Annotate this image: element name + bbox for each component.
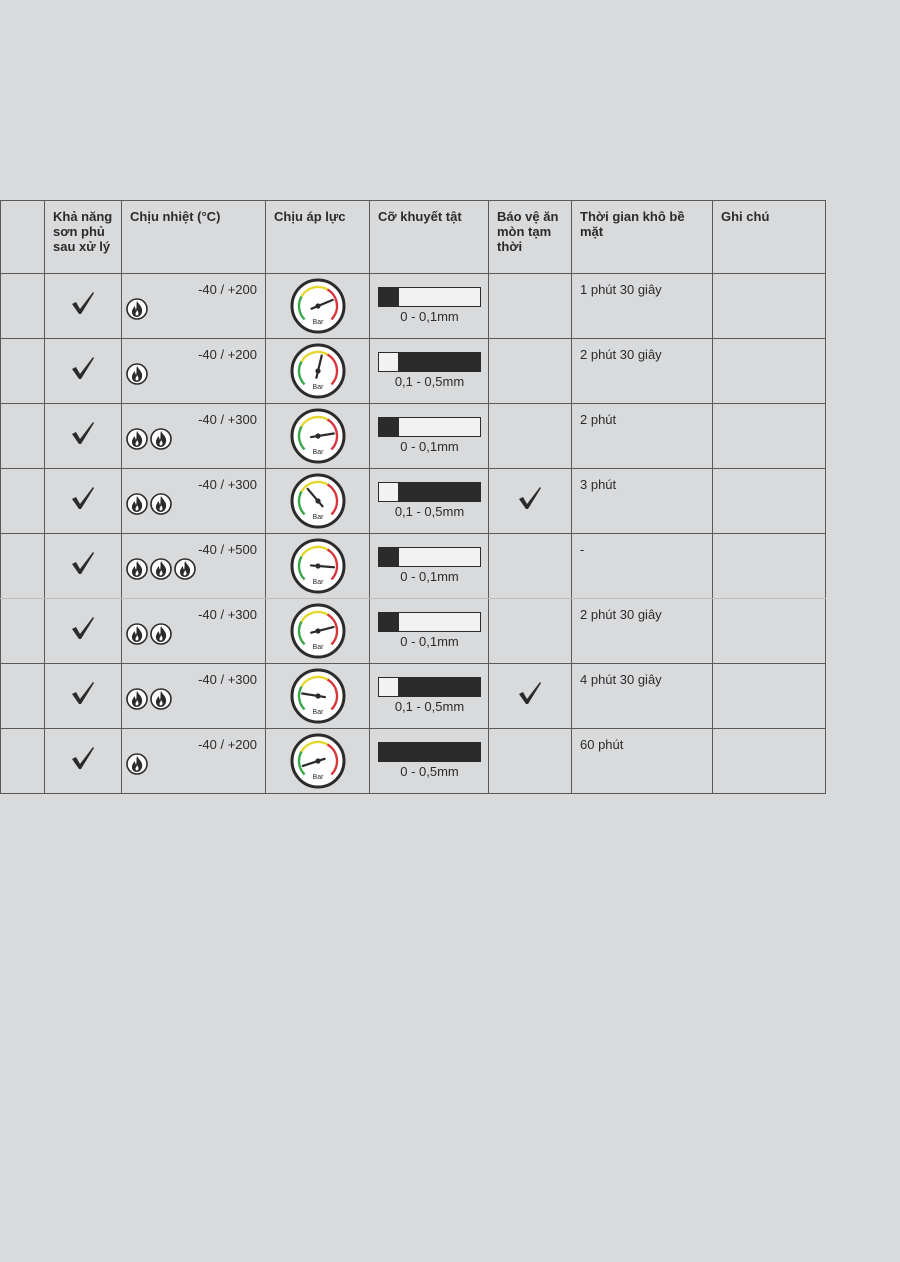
corrosion-cell — [489, 469, 572, 534]
corrosion-cell — [489, 534, 572, 599]
flame-icon — [126, 623, 148, 645]
heat-content — [122, 599, 265, 663]
defect-cell — [370, 729, 489, 794]
heat-cell — [122, 729, 266, 794]
dry-time-cell — [572, 404, 713, 469]
pressure-gauge-icon — [290, 603, 346, 659]
table-row — [1, 339, 826, 404]
header-paintable: Khả năng sơn phủ sau xử lý — [45, 201, 122, 274]
gauge-unit-label: Bar — [312, 449, 323, 456]
dry-time-cell — [572, 729, 713, 794]
paintable-check — [45, 469, 121, 511]
defect-size-fill — [379, 418, 399, 436]
table-row — [1, 534, 826, 599]
checkmark-icon — [70, 290, 96, 316]
checkmark-icon — [70, 485, 96, 511]
defect-content — [370, 404, 488, 454]
dry-time-cell — [572, 534, 713, 599]
temperature-range: -40 / +200 — [198, 737, 257, 752]
temperature-range: -40 / +300 — [198, 607, 257, 622]
pressure-cell — [266, 339, 370, 404]
row-index-cell — [1, 404, 45, 469]
gauge-wrap — [266, 599, 369, 659]
gauge-wrap — [266, 339, 369, 399]
paintable-check — [45, 534, 121, 576]
heat-cell — [122, 274, 266, 339]
temperature-range: -40 / +200 — [198, 282, 257, 297]
corrosion-check — [489, 274, 571, 290]
gauge-wrap — [266, 729, 369, 789]
corrosion-check — [489, 469, 571, 511]
corrosion-check — [489, 339, 571, 355]
header-heat: Chịu nhiệt (°C) — [122, 201, 266, 274]
pressure-gauge-icon — [290, 343, 346, 399]
defect-content — [370, 339, 488, 389]
defect-size-bar — [378, 612, 481, 632]
corrosion-check — [489, 664, 571, 706]
pressure-gauge-icon — [290, 408, 346, 464]
heat-cell — [122, 664, 266, 729]
notes-cell — [713, 729, 826, 794]
gauge-unit-label: Bar — [312, 774, 323, 781]
flame-icon — [126, 493, 148, 515]
corrosion-cell — [489, 274, 572, 339]
defect-size-bar — [378, 547, 481, 567]
checkmark-icon — [70, 420, 96, 446]
pressure-gauge-icon — [290, 733, 346, 789]
checkmark-icon — [517, 485, 543, 511]
header-pressure: Chịu áp lực — [266, 201, 370, 274]
paintable-cell — [45, 469, 122, 534]
defect-cell — [370, 404, 489, 469]
defect-size-fill — [398, 678, 480, 696]
defect-cell — [370, 469, 489, 534]
defect-content — [370, 274, 488, 324]
defect-size-label: 0 - 0,1mm — [400, 309, 459, 324]
table-row — [1, 274, 826, 339]
dry-time-value: 4 phút 30 giây — [580, 672, 662, 687]
notes-cell — [713, 664, 826, 729]
paintable-check — [45, 339, 121, 381]
temperature-range: -40 / +300 — [198, 477, 257, 492]
defect-content — [370, 729, 488, 779]
notes-cell — [713, 534, 826, 599]
flame-group — [126, 753, 148, 775]
corrosion-cell — [489, 599, 572, 664]
row-index-cell — [1, 664, 45, 729]
gauge-wrap — [266, 404, 369, 464]
notes-cell — [713, 274, 826, 339]
table-row — [1, 469, 826, 534]
paintable-cell — [45, 664, 122, 729]
pressure-gauge-icon — [290, 538, 346, 594]
defect-size-label: 0,1 - 0,5mm — [394, 374, 465, 389]
row-index-cell — [1, 729, 45, 794]
corrosion-check — [489, 404, 571, 420]
defect-content — [370, 469, 488, 519]
paintable-cell — [45, 339, 122, 404]
dry-time-value: 2 phút 30 giây — [580, 347, 662, 362]
corrosion-check — [489, 599, 571, 615]
checkmark-icon — [70, 615, 96, 641]
gauge-unit-label: Bar — [312, 514, 323, 521]
row-index-cell — [1, 339, 45, 404]
heat-cell — [122, 339, 266, 404]
gauge-unit-label: Bar — [312, 644, 323, 651]
dry-time-value: 3 phút — [580, 477, 617, 492]
dry-time-cell — [572, 599, 713, 664]
flame-group — [126, 623, 172, 645]
table-header-row — [1, 201, 826, 274]
header-dry-time: Thời gian khô bề mặt — [572, 201, 713, 274]
heat-content — [122, 339, 265, 403]
flame-group — [126, 298, 148, 320]
defect-size-label: 0 - 0,5mm — [400, 764, 459, 779]
pressure-cell — [266, 664, 370, 729]
flame-group — [126, 363, 148, 385]
heat-content — [122, 664, 265, 728]
paintable-cell — [45, 729, 122, 794]
defect-size-fill — [379, 548, 399, 566]
flame-icon — [150, 558, 172, 580]
checkmark-icon — [70, 680, 96, 706]
paintable-check — [45, 729, 121, 771]
paintable-check — [45, 664, 121, 706]
defect-size-fill — [379, 613, 399, 631]
paintable-check — [45, 599, 121, 641]
pressure-cell — [266, 274, 370, 339]
corrosion-cell — [489, 339, 572, 404]
dry-time-value: 60 phút — [580, 737, 624, 752]
defect-size-bar — [378, 417, 481, 437]
heat-content — [122, 729, 265, 793]
defect-size-label: 0 - 0,1mm — [400, 439, 459, 454]
paintable-cell — [45, 534, 122, 599]
product-spec-table — [0, 200, 826, 794]
corrosion-check — [489, 534, 571, 550]
pressure-cell — [266, 534, 370, 599]
header-corrosion: Báo vệ ăn mòn tạm thời — [489, 201, 572, 274]
header-notes: Ghi chú — [713, 201, 826, 274]
temperature-range: -40 / +300 — [198, 412, 257, 427]
defect-size-label: 0 - 0,1mm — [400, 634, 459, 649]
temperature-range: -40 / +500 — [198, 542, 257, 557]
flame-icon — [174, 558, 196, 580]
dry-time-cell — [572, 274, 713, 339]
heat-cell — [122, 534, 266, 599]
pressure-cell — [266, 599, 370, 664]
defect-cell — [370, 599, 489, 664]
table-row — [1, 599, 826, 664]
flame-icon — [126, 428, 148, 450]
defect-size-label: 0,1 - 0,5mm — [394, 504, 465, 519]
gauge-unit-label: Bar — [312, 709, 323, 716]
corrosion-cell — [489, 664, 572, 729]
defect-size-fill — [398, 483, 480, 501]
pressure-cell — [266, 729, 370, 794]
flame-icon — [150, 623, 172, 645]
heat-cell — [122, 404, 266, 469]
row-index-cell — [1, 469, 45, 534]
row-index-cell — [1, 274, 45, 339]
defect-size-bar — [378, 482, 481, 502]
flame-icon — [150, 493, 172, 515]
gauge-wrap — [266, 664, 369, 724]
dry-time-cell — [572, 664, 713, 729]
flame-group — [126, 428, 172, 450]
notes-cell — [713, 339, 826, 404]
flame-icon — [126, 298, 148, 320]
heat-content — [122, 404, 265, 468]
defect-content — [370, 664, 488, 714]
defect-size-fill — [379, 743, 480, 761]
flame-group — [126, 558, 196, 580]
flame-icon — [126, 558, 148, 580]
defect-cell — [370, 534, 489, 599]
notes-cell — [713, 469, 826, 534]
header-defect: Cỡ khuyết tật — [370, 201, 489, 274]
dry-time-cell — [572, 469, 713, 534]
pressure-cell — [266, 469, 370, 534]
flame-icon — [126, 688, 148, 710]
defect-size-bar — [378, 287, 481, 307]
pressure-gauge-icon — [290, 473, 346, 529]
paintable-cell — [45, 274, 122, 339]
defect-size-bar — [378, 352, 481, 372]
flame-icon — [150, 688, 172, 710]
row-index-cell — [1, 534, 45, 599]
dry-time-value: 1 phút 30 giây — [580, 282, 662, 297]
table-row — [1, 729, 826, 794]
flame-icon — [126, 363, 148, 385]
flame-icon — [150, 428, 172, 450]
defect-size-label: 0,1 - 0,5mm — [394, 699, 465, 714]
paintable-check — [45, 404, 121, 446]
heat-content — [122, 274, 265, 338]
row-index-cell — [1, 599, 45, 664]
defect-size-bar — [378, 742, 481, 762]
flame-icon — [126, 753, 148, 775]
defect-size-label: 0 - 0,1mm — [400, 569, 459, 584]
checkmark-icon — [517, 680, 543, 706]
defect-size-fill — [398, 353, 480, 371]
dry-time-cell — [572, 339, 713, 404]
defect-size-bar — [378, 677, 481, 697]
dry-time-value: - — [580, 542, 585, 557]
defect-size-fill — [379, 288, 399, 306]
gauge-wrap — [266, 469, 369, 529]
gauge-unit-label: Bar — [312, 319, 323, 326]
heat-cell — [122, 469, 266, 534]
pressure-cell — [266, 404, 370, 469]
header-blank — [1, 201, 45, 274]
paintable-cell — [45, 404, 122, 469]
checkmark-icon — [70, 550, 96, 576]
gauge-unit-label: Bar — [312, 384, 323, 391]
flame-group — [126, 493, 172, 515]
corrosion-check — [489, 729, 571, 745]
heat-content — [122, 469, 265, 533]
dry-time-value: 2 phút — [580, 412, 617, 427]
pressure-gauge-icon — [290, 278, 346, 334]
flame-group — [126, 688, 172, 710]
gauge-wrap — [266, 534, 369, 594]
defect-cell — [370, 664, 489, 729]
corrosion-cell — [489, 729, 572, 794]
heat-content — [122, 534, 265, 598]
dry-time-value: 2 phút 30 giây — [580, 607, 662, 622]
paintable-check — [45, 274, 121, 316]
table-row — [1, 664, 826, 729]
notes-cell — [713, 404, 826, 469]
gauge-unit-label: Bar — [312, 579, 323, 586]
temperature-range: -40 / +200 — [198, 347, 257, 362]
defect-content — [370, 534, 488, 584]
gauge-wrap — [266, 274, 369, 334]
defect-content — [370, 599, 488, 649]
checkmark-icon — [70, 745, 96, 771]
heat-cell — [122, 599, 266, 664]
corrosion-cell — [489, 404, 572, 469]
temperature-range: -40 / +300 — [198, 672, 257, 687]
notes-cell — [713, 599, 826, 664]
defect-cell — [370, 339, 489, 404]
checkmark-icon — [70, 355, 96, 381]
table-row — [1, 404, 826, 469]
pressure-gauge-icon — [290, 668, 346, 724]
defect-cell — [370, 274, 489, 339]
paintable-cell — [45, 599, 122, 664]
